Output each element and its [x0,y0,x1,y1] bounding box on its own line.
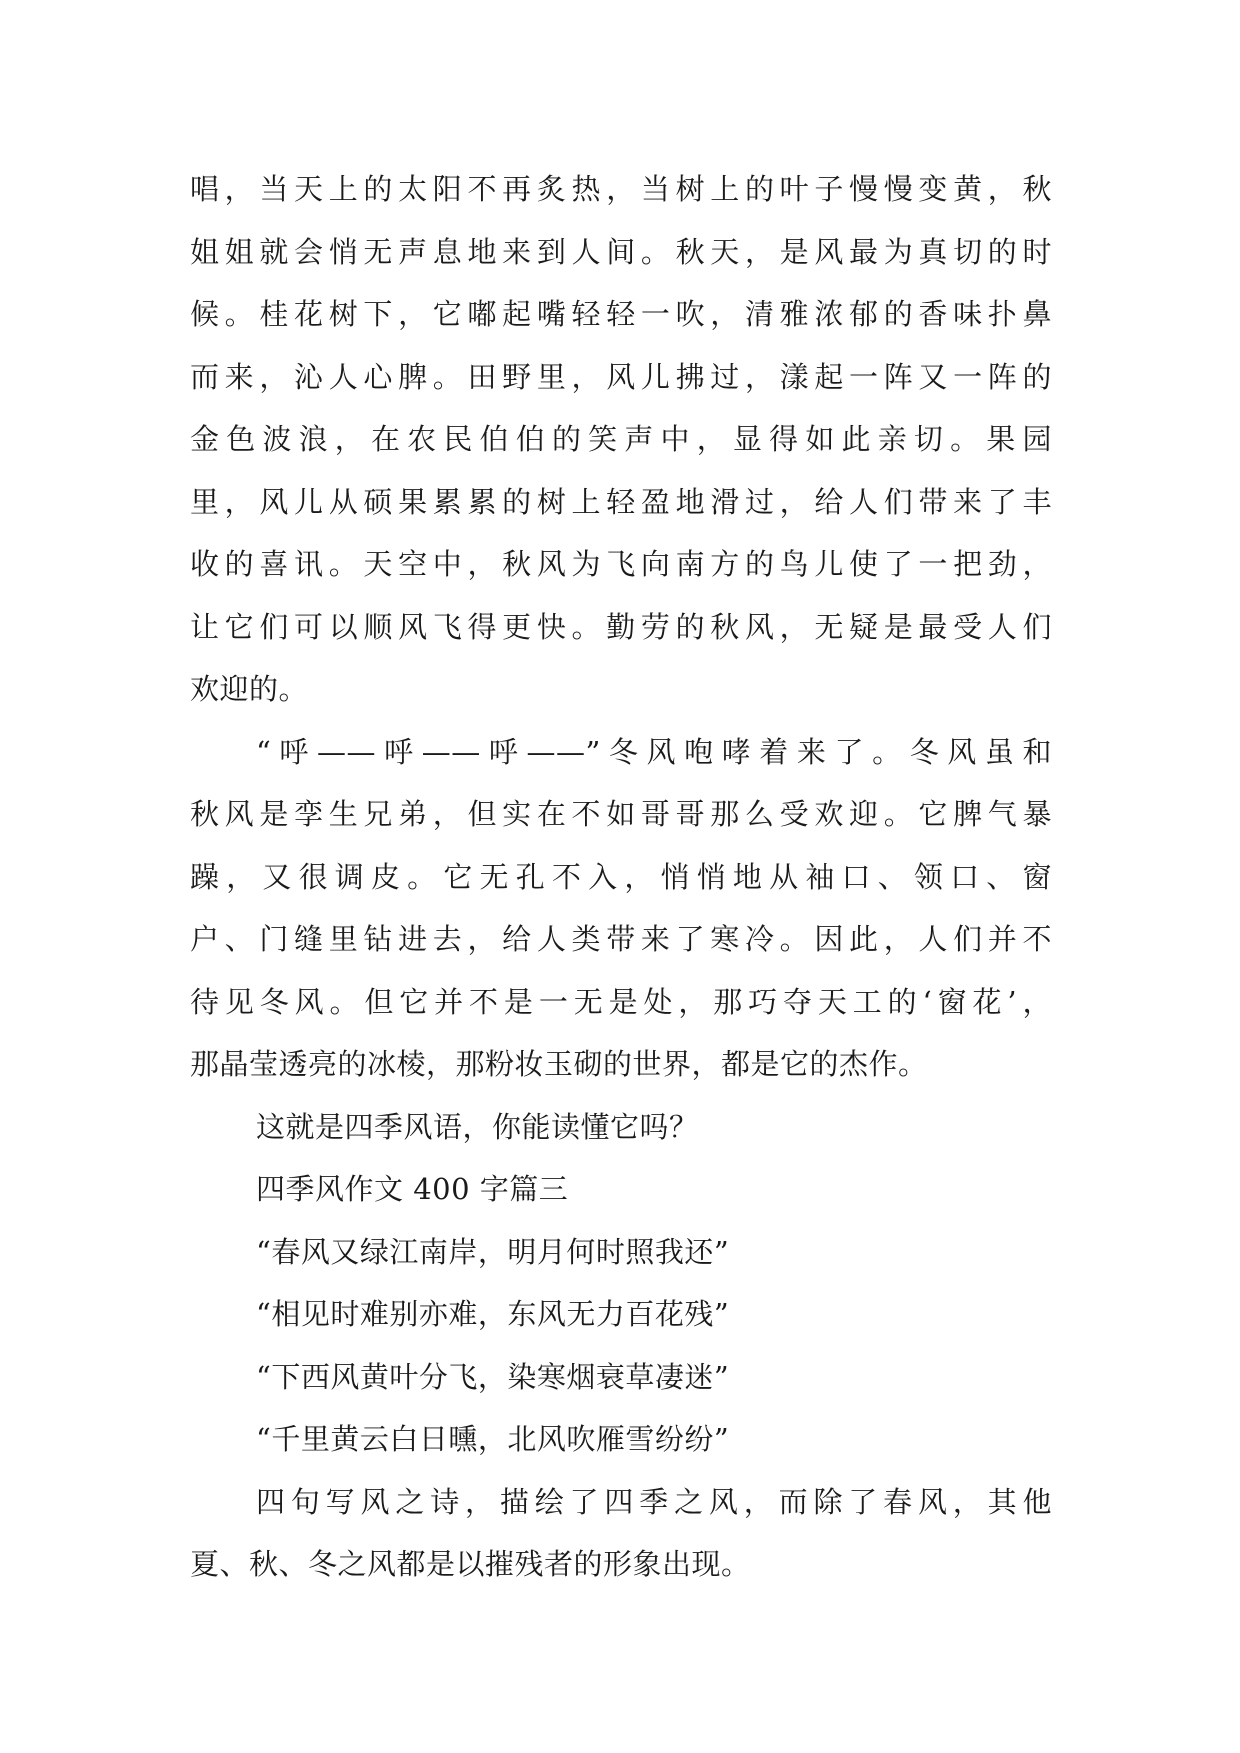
text-line: 收的喜讯。天空中，秋风为飞向南方的鸟儿使了一把劲， [190,547,1052,581]
text-line: “春风又绿江南岸，明月何时照我还” [256,1234,730,1269]
paragraph [190,1096,1052,1159]
text-line: 夏、秋、冬之风都是以摧残者的形象出现。 [190,1547,751,1581]
text-line: 躁，又很调皮。它无孔不入，悄悄地从袖口、领口、窗 [190,859,1052,894]
text-line: “呼——呼——呼——”冬风咆哮着来了。冬风虽和 [256,734,1052,769]
text-line: “千里黄云白日曛，北风吹雁雪纷纷” [256,1422,730,1456]
text-line: 待见冬风。但它并不是一无是处，那巧夺天工的‘窗花’， [190,984,1052,1019]
text-line: 欢迎的。 [190,672,309,706]
text-line: 户、门缝里钻进去，给人类带来了寒冷。因此，人们并不 [190,922,1052,956]
text-line: 金色波浪，在农民伯伯的笑声中，显得如此亲切。果园 [190,422,1052,456]
document-body [190,158,1052,1596]
text-line: 候。桂花树下，它嘟起嘴轻轻一吹，清雅浓郁的香味扑鼻 [190,297,1052,331]
paragraph [190,721,1052,1096]
text-line: 秋风是孪生兄弟，但实在不如哥哥那么受欢迎。它脾气暴 [190,797,1052,831]
paragraph [190,1408,1052,1471]
text-line: 唱，当天上的太阳不再炙热，当树上的叶子慢慢变黄，秋 [190,172,1052,206]
text-line: 这就是四季风语，你能读懂它吗？ [256,1109,699,1144]
text-line: “下西风黄叶分飞，染寒烟衰草凄迷” [256,1359,730,1394]
paragraph [190,1221,1052,1284]
text-line: 四季风作文 400 字篇三 [256,1172,569,1206]
text-line: 里，风儿从硕果累累的树上轻盈地滑过，给人们带来了丰 [190,484,1052,519]
text-line: “相见时难别亦难，东风无力百花残” [256,1297,730,1331]
text-line: 那晶莹透亮的冰棱，那粉妆玉砌的世界，都是它的杰作。 [190,1047,928,1081]
text-line: 四句写风之诗，描绘了四季之风，而除了春风，其他 [256,1484,1052,1519]
paragraph [190,1346,1052,1409]
text-line: 让它们可以顺风飞得更快。勤劳的秋风，无疑是最受人们 [190,609,1052,644]
paragraph [190,1471,1052,1596]
paragraph [190,158,1052,721]
text-line: 姐姐就会悄无声息地来到人间。秋天，是风最为真切的时 [190,234,1052,269]
paragraph [190,1158,1052,1221]
paragraph [190,1283,1052,1346]
text-line: 而来，沁人心脾。田野里，风儿拂过，漾起一阵又一阵的 [190,359,1052,394]
